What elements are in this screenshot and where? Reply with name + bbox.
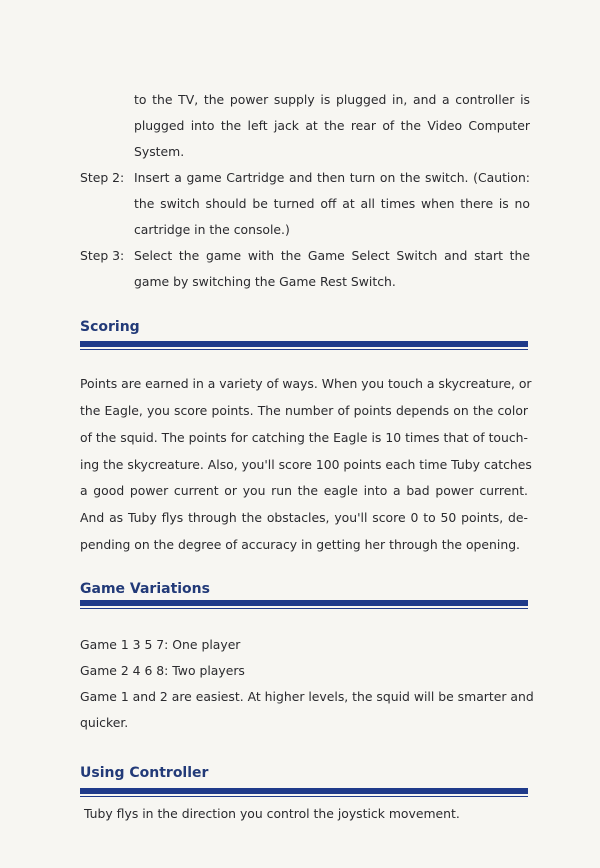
variation-line-2: Game 2 4 6 8: Two players [80, 663, 245, 678]
step-3-label: Step 3: [80, 248, 125, 263]
scoring-line-3: of the squid. The points for catching the Eagle is 10 times that of touch- [80, 430, 528, 445]
scoring-line-7: pending on the degree of accuracy in getting her through the opening. [80, 537, 521, 552]
step-2-line-3: cartridge in the console.) [134, 222, 290, 237]
scoring-heading: Scoring [80, 319, 140, 335]
game-variations-rule [80, 600, 528, 610]
scoring-line-5: a good power current or you run the eagle into a bad power current. [80, 483, 528, 498]
intro-line-2: plugged into the left jack at the rear of the Video Computer [134, 118, 530, 133]
step-2-line-1: Insert a game Cartridge and then turn on the switch. (Caution: [134, 170, 530, 185]
variation-line-1: Game 1 3 5 7: One player [80, 637, 241, 652]
step-3-line-2: game by switching the Game Rest Switch. [134, 274, 396, 289]
intro-line-1: to the TV, the power supply is plugged in, and a controller is [134, 92, 530, 107]
using-controller-rule [80, 788, 528, 798]
scoring-line-2: the Eagle, you score points. The number of points depends on the color [80, 403, 528, 418]
variation-line-4: quicker. [80, 715, 129, 730]
scoring-line-6: And as Tuby flys through the obstacles, you'll score 0 to 50 points, de- [80, 510, 528, 525]
scoring-line-1: Points are earned in a variety of ways. When you touch a skycreature, or [80, 376, 532, 391]
using-controller-heading: Using Controller [80, 765, 209, 781]
game-variations-heading: Game Variations [80, 581, 210, 597]
step-2-line-2: the switch should be turned off at all times when there is no [134, 196, 530, 211]
step-3-line-1: Select the game with the Game Select Switch and start the [134, 248, 530, 263]
scoring-line-4: ing the skycreature. Also, you'll score 100 points each time Tuby catches [80, 457, 532, 472]
variation-line-3: Game 1 and 2 are easiest. At higher levels, the squid will be smarter and [80, 689, 534, 704]
controller-line-1: Tuby flys in the direction you control the joystick movement. [84, 806, 460, 821]
step-2-label: Step 2: [80, 170, 125, 185]
scoring-rule [80, 341, 528, 351]
intro-line-3: System. [134, 144, 185, 159]
